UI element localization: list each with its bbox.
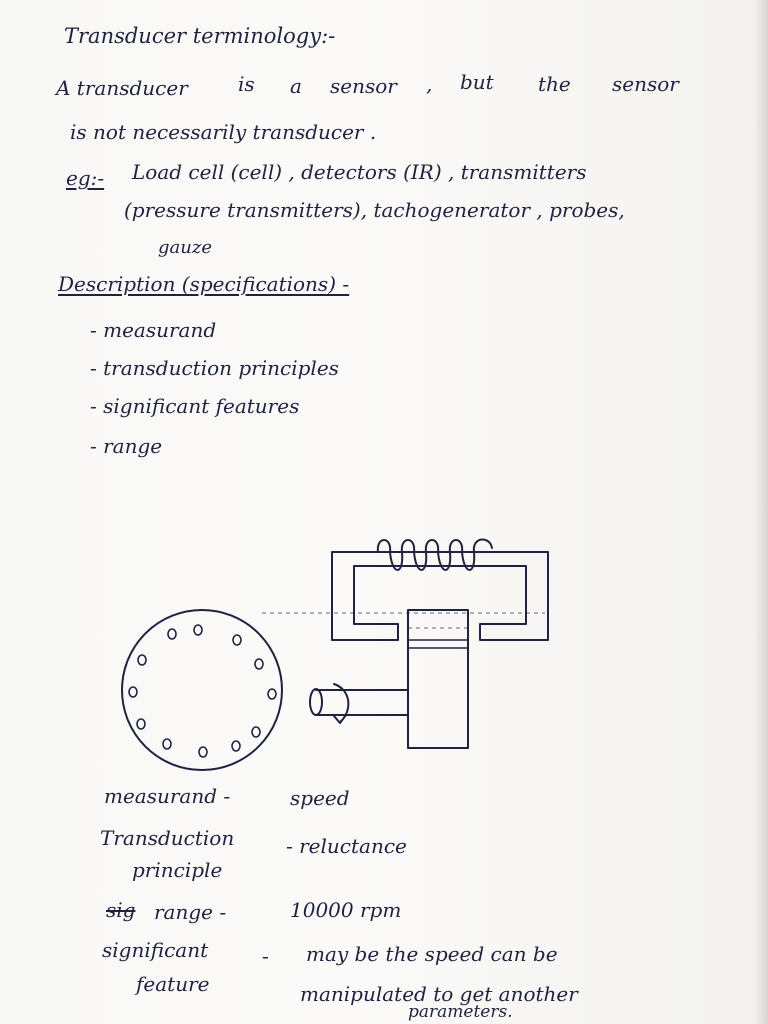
wheel-tooth [252,727,260,737]
summary-principle-label-1: Transduction [100,826,235,850]
intro-word-7: the [538,72,571,96]
intro-word-4: sensor [330,74,397,98]
intro-word-5: , [426,72,433,96]
description-item-1: - measurand [90,318,217,342]
wheel-tooth [194,625,202,635]
shaft-end [310,689,322,715]
summary-feature-value-2: manipulated to get another [300,982,578,1006]
wheel-tooth [268,689,276,699]
examples-line-1: Load cell (cell) , detectors (IR) , transmitters [132,160,587,184]
description-item-2: - transduction principles [90,356,339,380]
wheel-tooth [232,741,240,751]
wheel-tooth [233,635,241,645]
summary-principle-value: - reluctance [286,834,407,858]
wheel-tooth [255,659,263,669]
shaft [316,690,408,715]
wheel-tooth [138,655,146,665]
intro-word-3: a [290,74,302,98]
wheel-tooth [163,739,171,749]
intro-word-1: A transducer [56,76,188,100]
intro-word-2: is [238,72,255,96]
wheel-teeth [129,625,276,757]
intro-line-2: is not necessarily transducer . [70,120,377,144]
wheel-tooth [168,629,176,639]
summary-feature-label-1: significant [102,938,209,962]
toothed-wheel [122,610,282,770]
description-item-4: - range [90,434,163,458]
summary-feature-dash: - [262,944,269,968]
summary-measurand-label: measurand - [104,784,231,808]
examples-line-2: (pressure transmitters), tachogenerator , probes, [124,198,625,222]
summary-range-value: 10000 rpm [290,898,402,922]
description-title: Description (specifications) - [58,272,350,296]
heading: Transducer terminology:- [64,24,336,48]
summary-measurand-value: speed [290,786,350,810]
summary-range-label: range - [154,900,227,924]
summary-feature-value-3: parameters. [408,1002,513,1022]
wheel-tooth [129,687,137,697]
examples-prefix: eg:- [66,166,105,190]
summary-feature-label-2: feature [136,972,210,996]
description-item-3: - significant features [90,394,300,418]
intro-word-6: but [460,70,494,94]
rotor-block [408,610,468,748]
summary-feature-value-1: may be the speed can be [306,942,558,966]
summary-range-struck: sig [106,898,136,922]
wheel-tooth [199,747,207,757]
intro-word-8: sensor [612,72,679,96]
examples-line-3: gauze [158,237,212,258]
wheel-tooth [137,719,145,729]
summary-principle-label-2: principle [132,858,223,882]
